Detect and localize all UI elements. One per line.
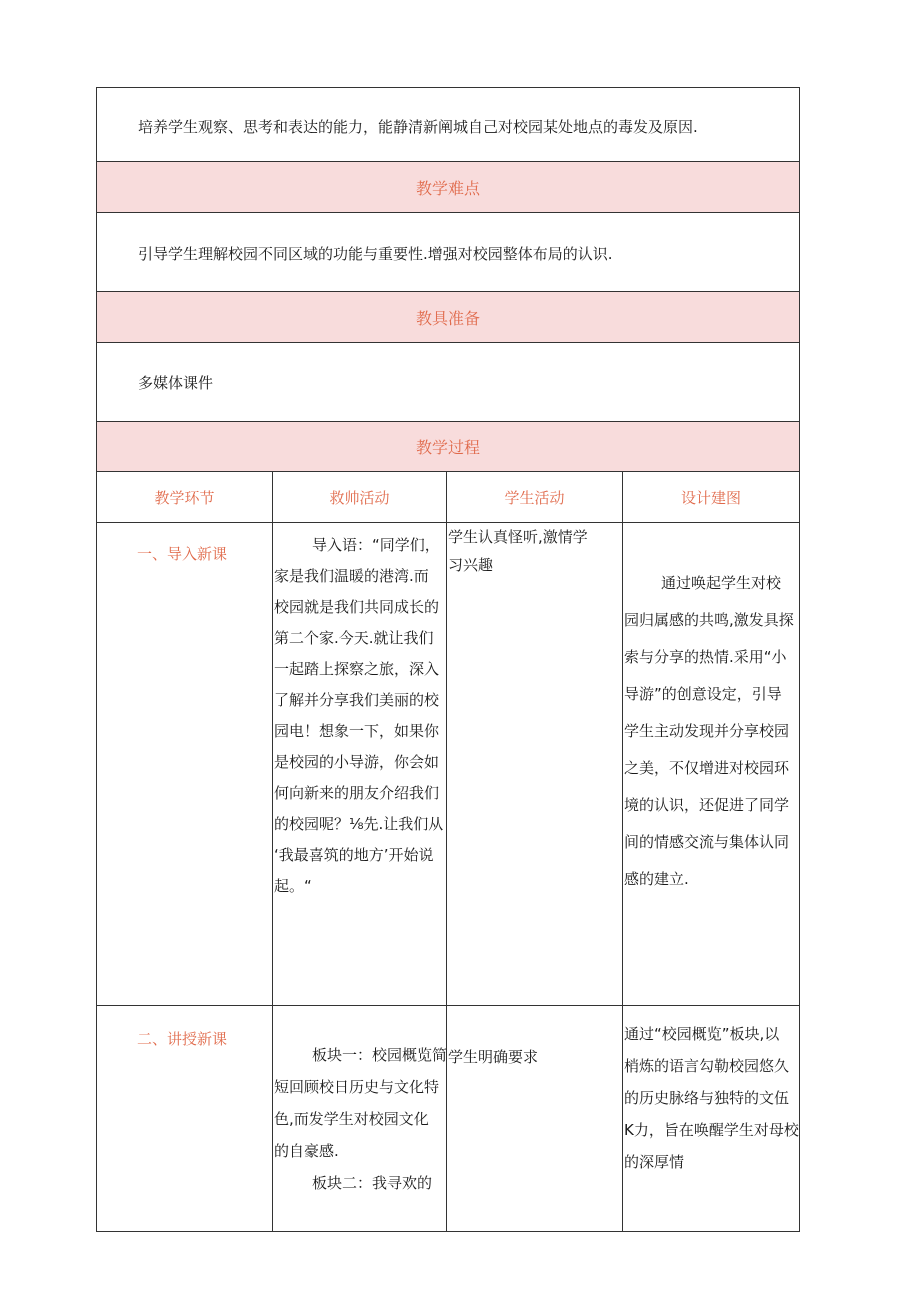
divider [96, 1005, 800, 1006]
design-line: 园归属感的共鸣,激发具探 [624, 611, 794, 629]
design-line: 的历史脉络与独特的文伍 [624, 1089, 790, 1107]
ability-text: 培养学生观察、思考和表达的能力，能静清新阐城自己对校园某处地点的毒发及原因. [138, 118, 698, 136]
teacher-line: 园电！想象一下，如果你 [274, 722, 440, 740]
column-header-design: 设计建图 [680, 488, 741, 507]
teacher-line: 导入语：“同学们， [312, 536, 440, 554]
design-line: 感的建立. [624, 870, 689, 888]
teacher-line: 了解并分享我们美丽的校 [274, 691, 440, 709]
teacher-line: 板块一：校园概览简 [312, 1046, 448, 1064]
student-line: 学生认真怪听,激情学 [448, 528, 588, 546]
teacher-line: 板块二：我寻欢的 [312, 1174, 433, 1192]
design-intent [624, 1018, 798, 1178]
difficulty-text: 引导学生理解校园不同区域的功能与重要性.增强对校园整体布局的认识. [138, 245, 613, 263]
teacher-line: 何向新来的朋友介绍我们 [274, 784, 440, 802]
process-heading: 教学过程 [97, 422, 799, 471]
teacher-line: 的校园呢？⅛先.让我们从 [274, 815, 444, 833]
design-line: 之美，不仅增进对校园环 [624, 759, 790, 777]
design-line: 学生主动发现并分享校园 [624, 722, 790, 740]
teacher-activity [274, 1039, 448, 1199]
divider [96, 342, 800, 343]
design-line: 梢炼的语言勾勒校园悠久 [624, 1057, 790, 1075]
student-activity [448, 1042, 620, 1073]
student-activity [448, 523, 620, 579]
teacher-line: ‘我最喜筑的地方’开始说 [274, 846, 434, 864]
teacher-line: 是校园的小导游，你会如 [274, 753, 440, 771]
design-line: K力，旨在唤醒学生对母校 [624, 1121, 799, 1139]
column-header-stage: 教学环节 [154, 488, 215, 507]
stage-label: 二、讲授新课 [137, 1030, 228, 1048]
column-header-student: 学生活动 [504, 488, 565, 507]
teacher-line: 短回顾校日历史与文化特 [274, 1078, 440, 1096]
design-line: 通过“校园概览”板块,以 [624, 1025, 780, 1043]
stage-label: 一、导入新课 [137, 545, 228, 563]
teacher-line: 一起踏上探察之旅，深入 [274, 660, 440, 678]
design-intent [624, 565, 798, 898]
divider [96, 212, 800, 213]
student-line: 习兴趣 [448, 556, 494, 574]
design-line: 导游”的创意设定，引导 [624, 685, 782, 703]
teacher-line: 家是我们温暖的港湾.而 [274, 567, 429, 585]
design-line: 的深厚情 [624, 1153, 685, 1171]
tools-text: 多媒体课件 [138, 374, 214, 392]
column-divider [622, 471, 623, 1232]
column-divider [272, 471, 273, 1232]
teacher-line: 第二个家.今天.就让我们 [274, 629, 434, 647]
student-line: 学生明确要求 [448, 1048, 539, 1066]
tools-heading: 教具准备 [97, 292, 799, 342]
teacher-line: 的自豪感. [274, 1142, 339, 1160]
teacher-line: 起。“ [274, 877, 312, 895]
teacher-activity [274, 530, 444, 902]
teacher-line: 校园就是我们共同成长的 [274, 598, 440, 616]
column-divider [446, 471, 447, 1232]
difficulty-heading: 教学难点 [97, 162, 799, 212]
design-line: 索与分享的热情.采用“小 [624, 648, 787, 666]
column-header-teacher: 救帅活动 [329, 488, 390, 507]
teacher-line: 色,而发学生对校园文化 [274, 1110, 429, 1128]
design-line: 间的情感交流与集体认同 [624, 833, 790, 851]
design-line: 境的认识，还促进了同学 [624, 796, 790, 814]
design-line: 通过唤起学生对校 [661, 574, 782, 592]
